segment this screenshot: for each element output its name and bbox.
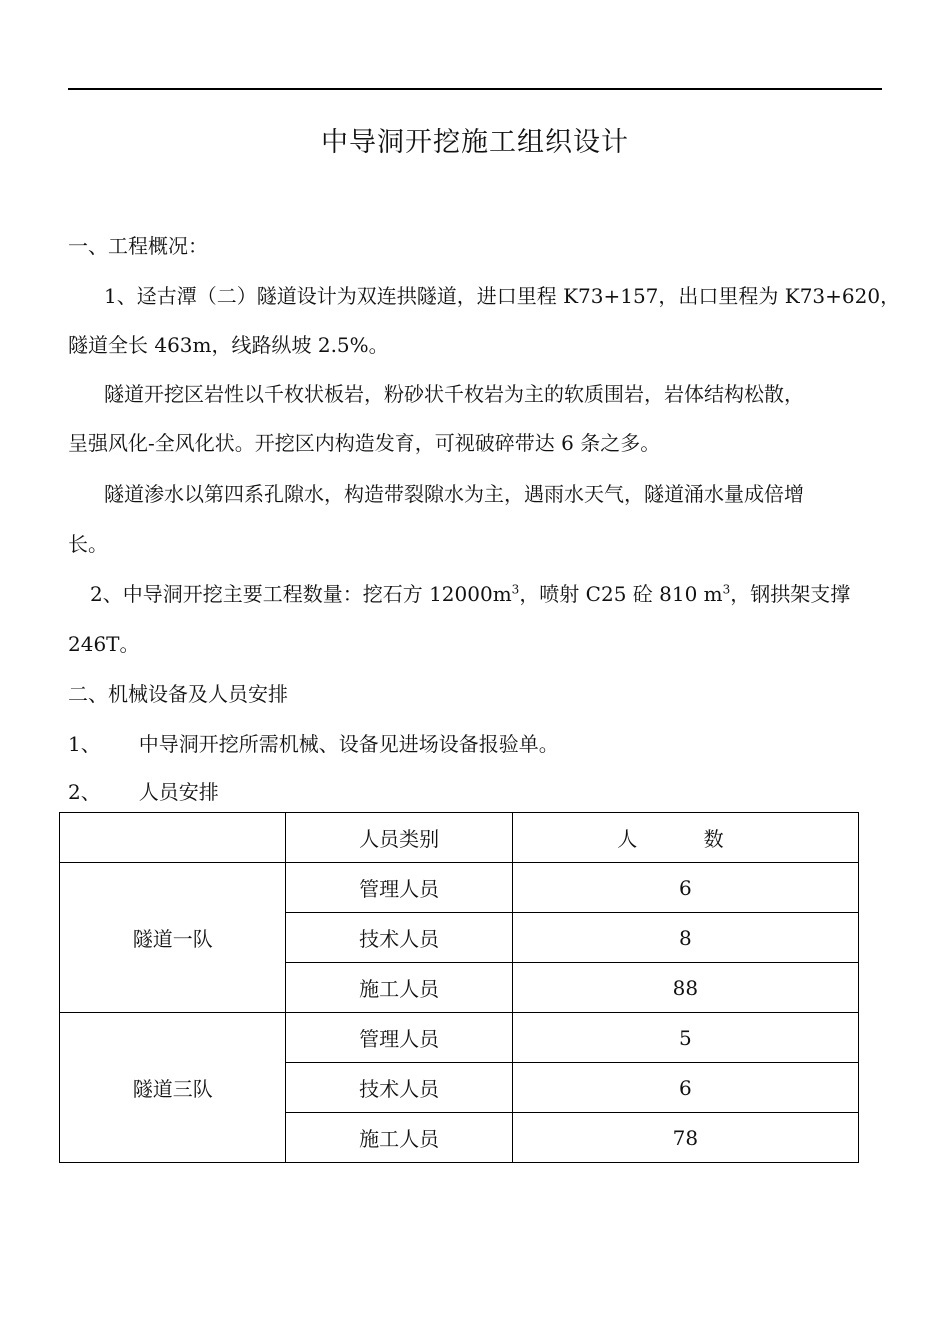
paragraph-2-line-1: 隧道开挖区岩性以千枚状板岩，粉砂状千枚岩为主的软质围岩，岩体结构松散， <box>104 382 804 406</box>
paragraph-4-line-1 <box>90 578 850 607</box>
category-cell: 管理人员 <box>286 1013 512 1063</box>
table-row <box>60 1013 859 1063</box>
paragraph-3-line-1: 隧道渗水以第四系孔隙水，构造带裂隙水为主，遇雨水天气，隧道涌水量成倍增 <box>104 482 804 506</box>
superscript-3: 3 <box>722 582 731 597</box>
list-item-1-text: 中导洞开挖所需机械、设备见进场设备报验单。 <box>138 732 559 756</box>
count-cell: 8 <box>512 913 858 963</box>
list-item-1-number: 1、 <box>68 732 101 756</box>
paragraph-4-line-2: 246T。 <box>68 632 140 656</box>
team-cell: 隧道三队 <box>60 1013 286 1163</box>
section-1-heading: 一、工程概况： <box>68 234 208 258</box>
table-header-row <box>60 813 859 863</box>
quantity-text-b: ，喷射 C25 砼 810 m <box>519 582 723 606</box>
list-item-2-number: 2、 <box>68 780 101 804</box>
paragraph-3-line-2: 长。 <box>68 532 108 556</box>
header-cell-count <box>512 813 858 863</box>
list-item-1 <box>68 728 559 757</box>
count-cell: 78 <box>512 1113 858 1163</box>
category-cell: 技术人员 <box>286 1063 512 1113</box>
section-2-heading: 二、机械设备及人员安排 <box>68 682 288 706</box>
count-cell: 5 <box>512 1013 858 1063</box>
header-cell-category: 人员类别 <box>286 813 512 863</box>
team-cell: 隧道一队 <box>60 863 286 1013</box>
header-rule <box>68 88 882 90</box>
table-row <box>60 863 859 913</box>
header-cell-team <box>60 813 286 863</box>
category-cell: 施工人员 <box>286 1113 512 1163</box>
paragraph-1-line-1: 1、迳古潭（二）隧道设计为双连拱隧道，进口里程 K73+157，出口里程为 K73+620， <box>104 284 901 308</box>
header-count-label: 人 数 <box>617 827 754 851</box>
count-cell: 6 <box>512 1063 858 1113</box>
category-cell: 施工人员 <box>286 963 512 1013</box>
document-title: 中导洞开挖施工组织设计 <box>321 127 629 158</box>
list-item-2 <box>68 776 219 805</box>
category-cell: 管理人员 <box>286 863 512 913</box>
count-cell: 88 <box>512 963 858 1013</box>
category-cell: 技术人员 <box>286 913 512 963</box>
quantity-text-c: ，钢拱架支撑 <box>730 582 851 606</box>
superscript-3: 3 <box>511 582 520 597</box>
paragraph-1-line-2: 隧道全长 463m，线路纵坡 2.5%。 <box>68 333 389 357</box>
staffing-table <box>59 812 859 1163</box>
paragraph-2-line-2: 呈强风化-全风化状。开挖区内构造发育，可视破碎带达 6 条之多。 <box>68 431 661 455</box>
list-item-2-text: 人员安排 <box>138 780 219 804</box>
quantity-text-a: 2、中导洞开挖主要工程数量：挖石方 12000m <box>90 582 512 606</box>
count-cell: 6 <box>512 863 858 913</box>
